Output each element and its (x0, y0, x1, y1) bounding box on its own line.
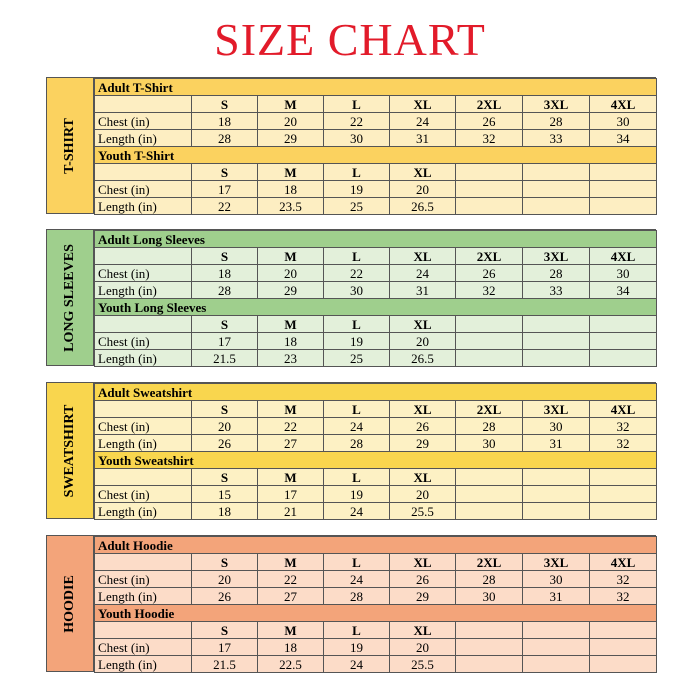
section-hoodie (46, 535, 656, 672)
measurement-value: 22 (324, 265, 390, 282)
section-side-label (47, 78, 94, 213)
empty-cell (523, 164, 590, 181)
measurement-value: 28 (324, 588, 390, 605)
size-row (95, 316, 657, 333)
table-row (95, 588, 657, 605)
size-label: XL (390, 622, 456, 639)
empty-cell (456, 503, 523, 520)
size-row (95, 554, 657, 571)
measurement-value: 27 (258, 435, 324, 452)
empty-cell (590, 469, 657, 486)
empty-cell (95, 469, 192, 486)
measurement-value: 26.5 (390, 198, 456, 215)
size-label: M (258, 248, 324, 265)
measurement-value: 25.5 (390, 503, 456, 520)
garment-name: Youth Hoodie (95, 605, 657, 622)
empty-cell (590, 198, 657, 215)
garment-name: Youth Sweatshirt (95, 452, 657, 469)
measurement-value: 22 (324, 113, 390, 130)
measurement-value: 18 (258, 333, 324, 350)
table-row (95, 571, 657, 588)
size-label: 3XL (523, 96, 590, 113)
measurement-value: 24 (324, 656, 390, 673)
size-label: S (192, 401, 258, 418)
empty-cell (523, 503, 590, 520)
measurement-value: 24 (324, 418, 390, 435)
measurement-value: 32 (456, 282, 523, 299)
measurement-value: 20 (390, 639, 456, 656)
empty-cell (590, 486, 657, 503)
measurement-value: 24 (390, 265, 456, 282)
empty-cell (456, 316, 523, 333)
measurement-label: Chest (in) (95, 181, 192, 198)
measurement-value: 18 (258, 639, 324, 656)
measurement-value: 24 (324, 571, 390, 588)
size-row (95, 401, 657, 418)
measurement-value: 26 (192, 435, 258, 452)
measurement-value: 32 (456, 130, 523, 147)
section-side-label (47, 536, 94, 671)
table-header-row (95, 384, 657, 401)
measurement-value: 29 (390, 588, 456, 605)
measurement-value: 30 (456, 588, 523, 605)
measurement-value: 30 (324, 282, 390, 299)
measurement-value: 15 (192, 486, 258, 503)
measurement-value: 26.5 (390, 350, 456, 367)
measurement-value: 20 (390, 181, 456, 198)
measurement-value: 30 (590, 113, 657, 130)
measurement-value: 32 (590, 571, 657, 588)
measurement-value: 30 (590, 265, 657, 282)
measurement-value: 24 (324, 503, 390, 520)
empty-cell (590, 639, 657, 656)
measurement-value: 22 (192, 198, 258, 215)
empty-cell (590, 333, 657, 350)
measurement-value: 30 (523, 571, 590, 588)
measurement-value: 21 (258, 503, 324, 520)
garment-name: Adult Hoodie (95, 537, 657, 554)
measurement-value: 31 (523, 588, 590, 605)
measurement-value: 21.5 (192, 350, 258, 367)
table-header-row (95, 147, 657, 164)
empty-cell (590, 622, 657, 639)
measurement-value: 28 (192, 282, 258, 299)
size-label: M (258, 316, 324, 333)
size-label: XL (390, 248, 456, 265)
size-label: XL (390, 469, 456, 486)
table-row (95, 418, 657, 435)
measurement-value: 32 (590, 418, 657, 435)
size-label: 4XL (590, 554, 657, 571)
garment-name: Youth Long Sleeves (95, 299, 657, 316)
size-row (95, 164, 657, 181)
empty-cell (523, 469, 590, 486)
size-row (95, 96, 657, 113)
empty-cell (590, 656, 657, 673)
table-header-row (95, 79, 657, 96)
empty-cell (590, 181, 657, 198)
measurement-value: 31 (523, 435, 590, 452)
measurement-value: 20 (192, 571, 258, 588)
size-label: M (258, 622, 324, 639)
empty-cell (456, 350, 523, 367)
measurement-value: 29 (258, 282, 324, 299)
measurement-value: 28 (456, 571, 523, 588)
size-table (94, 383, 657, 520)
table-row (95, 503, 657, 520)
measurement-value: 20 (390, 486, 456, 503)
empty-cell (523, 181, 590, 198)
section-side-label (47, 383, 94, 518)
empty-cell (523, 639, 590, 656)
size-label: 4XL (590, 96, 657, 113)
measurement-value: 18 (192, 113, 258, 130)
table-header-row (95, 605, 657, 622)
empty-cell (456, 469, 523, 486)
size-label: M (258, 164, 324, 181)
size-label: 4XL (590, 248, 657, 265)
empty-cell (523, 622, 590, 639)
size-label: XL (390, 401, 456, 418)
empty-cell (523, 350, 590, 367)
size-label: 3XL (523, 554, 590, 571)
empty-cell (456, 198, 523, 215)
section-label: LONG SLEEVES (62, 243, 77, 352)
measurement-label: Length (in) (95, 282, 192, 299)
empty-cell (456, 639, 523, 656)
page-title: SIZE CHART (214, 14, 486, 65)
measurement-value: 17 (192, 333, 258, 350)
measurement-value: 22.5 (258, 656, 324, 673)
empty-cell (523, 316, 590, 333)
measurement-value: 26 (390, 571, 456, 588)
size-row (95, 248, 657, 265)
measurement-value: 25 (324, 350, 390, 367)
size-row (95, 622, 657, 639)
measurement-value: 26 (390, 418, 456, 435)
section-side-label (47, 230, 94, 365)
empty-cell (95, 164, 192, 181)
measurement-value: 20 (192, 418, 258, 435)
empty-cell (95, 248, 192, 265)
size-label: S (192, 469, 258, 486)
measurement-value: 32 (590, 588, 657, 605)
measurement-value: 24 (390, 113, 456, 130)
measurement-label: Length (in) (95, 656, 192, 673)
size-label: 3XL (523, 248, 590, 265)
measurement-value: 29 (390, 435, 456, 452)
measurement-value: 25 (324, 198, 390, 215)
measurement-value: 28 (523, 265, 590, 282)
size-label: M (258, 96, 324, 113)
measurement-value: 33 (523, 282, 590, 299)
size-label: 2XL (456, 248, 523, 265)
measurement-label: Length (in) (95, 435, 192, 452)
size-label: M (258, 469, 324, 486)
empty-cell (523, 333, 590, 350)
empty-cell (95, 96, 192, 113)
measurement-label: Length (in) (95, 350, 192, 367)
size-row (95, 469, 657, 486)
measurement-value: 30 (456, 435, 523, 452)
size-label: S (192, 622, 258, 639)
measurement-label: Chest (in) (95, 418, 192, 435)
section-label: T-SHIRT (62, 117, 77, 174)
table-row (95, 639, 657, 656)
size-label: XL (390, 554, 456, 571)
measurement-value: 18 (192, 503, 258, 520)
table-row (95, 265, 657, 282)
measurement-value: 17 (258, 486, 324, 503)
table-row (95, 333, 657, 350)
measurement-label: Chest (in) (95, 486, 192, 503)
size-label: XL (390, 164, 456, 181)
measurement-value: 23 (258, 350, 324, 367)
measurement-value: 20 (258, 265, 324, 282)
size-label: XL (390, 96, 456, 113)
table-row (95, 198, 657, 215)
measurement-value: 20 (390, 333, 456, 350)
measurement-label: Chest (in) (95, 571, 192, 588)
empty-cell (590, 350, 657, 367)
measurement-value: 30 (324, 130, 390, 147)
measurement-value: 30 (523, 418, 590, 435)
measurement-value: 31 (390, 130, 456, 147)
size-label: 2XL (456, 96, 523, 113)
empty-cell (523, 486, 590, 503)
garment-name: Adult Sweatshirt (95, 384, 657, 401)
table-header-row (95, 299, 657, 316)
size-label: M (258, 554, 324, 571)
table-row (95, 130, 657, 147)
empty-cell (95, 554, 192, 571)
empty-cell (95, 316, 192, 333)
size-label: L (324, 96, 390, 113)
section-label: HOODIE (62, 574, 77, 633)
size-label: 2XL (456, 554, 523, 571)
measurement-value: 19 (324, 486, 390, 503)
measurement-value: 17 (192, 639, 258, 656)
measurement-value: 28 (324, 435, 390, 452)
table-row (95, 282, 657, 299)
measurement-value: 26 (456, 265, 523, 282)
size-label: S (192, 316, 258, 333)
size-label: 3XL (523, 401, 590, 418)
size-table (94, 536, 657, 673)
empty-cell (523, 198, 590, 215)
garment-name: Adult Long Sleeves (95, 231, 657, 248)
measurement-value: 25.5 (390, 656, 456, 673)
measurement-value: 23.5 (258, 198, 324, 215)
size-label: S (192, 554, 258, 571)
measurement-value: 31 (390, 282, 456, 299)
measurement-value: 32 (590, 435, 657, 452)
size-label: M (258, 401, 324, 418)
section-longsleeves (46, 229, 656, 366)
measurement-value: 22 (258, 418, 324, 435)
empty-cell (456, 656, 523, 673)
measurement-value: 28 (192, 130, 258, 147)
empty-cell (456, 622, 523, 639)
measurement-label: Length (in) (95, 588, 192, 605)
table-row (95, 113, 657, 130)
size-label: S (192, 96, 258, 113)
measurement-value: 26 (456, 113, 523, 130)
section-label: SWEATSHIRT (62, 404, 77, 497)
table-row (95, 350, 657, 367)
section-sweatshirt (46, 382, 656, 519)
size-label: 2XL (456, 401, 523, 418)
measurement-value: 28 (456, 418, 523, 435)
measurement-label: Length (in) (95, 198, 192, 215)
measurement-label: Chest (in) (95, 333, 192, 350)
size-label: L (324, 401, 390, 418)
measurement-value: 20 (258, 113, 324, 130)
measurement-value: 29 (258, 130, 324, 147)
empty-cell (456, 181, 523, 198)
empty-cell (456, 164, 523, 181)
table-header-row (95, 231, 657, 248)
table-row (95, 486, 657, 503)
table-row (95, 181, 657, 198)
measurement-value: 33 (523, 130, 590, 147)
measurement-value: 19 (324, 181, 390, 198)
empty-cell (590, 164, 657, 181)
empty-cell (523, 656, 590, 673)
empty-cell (456, 486, 523, 503)
empty-cell (456, 333, 523, 350)
empty-cell (95, 622, 192, 639)
measurement-label: Chest (in) (95, 265, 192, 282)
measurement-label: Length (in) (95, 130, 192, 147)
section-tshirt (46, 77, 656, 214)
size-table (94, 230, 657, 367)
measurement-value: 19 (324, 639, 390, 656)
measurement-label: Chest (in) (95, 639, 192, 656)
size-label: L (324, 164, 390, 181)
size-label: L (324, 554, 390, 571)
table-row (95, 656, 657, 673)
size-table (94, 78, 657, 215)
measurement-value: 22 (258, 571, 324, 588)
size-label: L (324, 316, 390, 333)
size-label: 4XL (590, 401, 657, 418)
measurement-value: 18 (192, 265, 258, 282)
table-row (95, 435, 657, 452)
measurement-label: Length (in) (95, 503, 192, 520)
measurement-value: 34 (590, 130, 657, 147)
empty-cell (590, 316, 657, 333)
size-label: S (192, 248, 258, 265)
empty-cell (590, 503, 657, 520)
measurement-value: 27 (258, 588, 324, 605)
table-header-row (95, 452, 657, 469)
measurement-value: 28 (523, 113, 590, 130)
size-label: L (324, 248, 390, 265)
table-header-row (95, 537, 657, 554)
measurement-value: 21.5 (192, 656, 258, 673)
size-label: S (192, 164, 258, 181)
measurement-value: 17 (192, 181, 258, 198)
measurement-value: 19 (324, 333, 390, 350)
measurement-label: Chest (in) (95, 113, 192, 130)
garment-name: Adult T-Shirt (95, 79, 657, 96)
garment-name: Youth T-Shirt (95, 147, 657, 164)
size-label: L (324, 469, 390, 486)
size-label: XL (390, 316, 456, 333)
measurement-value: 18 (258, 181, 324, 198)
measurement-value: 34 (590, 282, 657, 299)
measurement-value: 26 (192, 588, 258, 605)
size-label: L (324, 622, 390, 639)
empty-cell (95, 401, 192, 418)
